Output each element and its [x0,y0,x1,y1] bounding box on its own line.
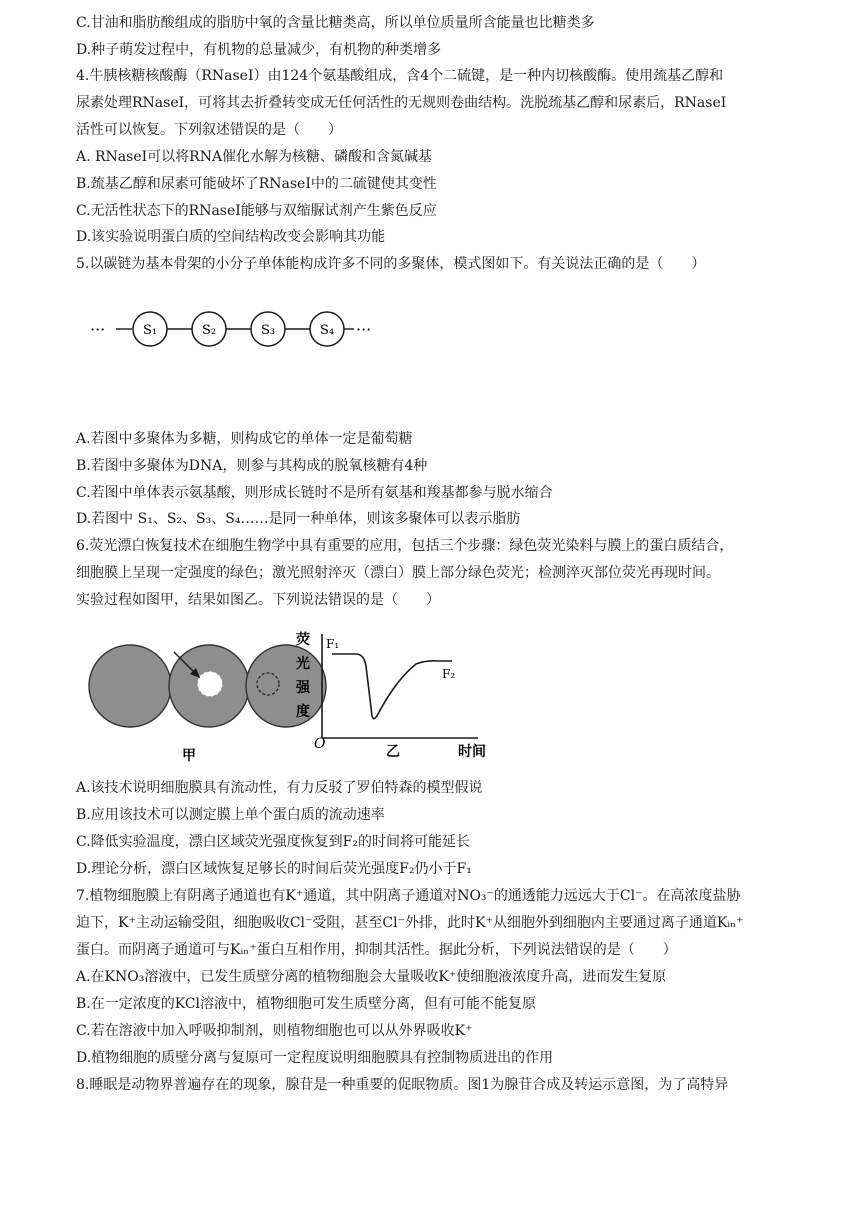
cell-recovered [246,645,326,727]
option-4d: D.该实验说明蛋白质的空间结构改变会影响其功能 [76,229,386,245]
f1-label: F₁ [326,637,340,651]
chain-suffix-dots: ··· [356,320,372,339]
line-1: D.种子萌发过程中，有机物的总量减少，有机物的种类增多 [76,42,442,58]
label-yi: 乙 [386,744,400,760]
xlabel: 时间 [458,744,486,760]
question-5-stem: 5.以碳链为基本骨架的小分子单体能构成许多不同的多聚体，模式图如下。有关说法正确的是（ ） [76,256,706,272]
ylabel-char-1: 荧 [296,632,310,648]
bleach-spot [198,672,222,696]
cell-before-bleach [89,645,171,727]
option-7b: B.在一定浓度的KCl溶液中，植物细胞可发生质壁分离，但有可能不能复原 [76,996,537,1012]
line-4: 活性可以恢复。下列叙述错误的是（ ） [76,122,342,138]
line-3: 尿素处理RNaseⅠ，可将其去折叠转变成无任何活性的无规则卷曲结构。洗脱巯基乙醇和尿素后，RNaseⅠ [76,95,727,111]
frap-figure [86,620,506,770]
monomer-s4: S₄ [319,323,335,338]
origin-label: O [314,736,326,752]
ylabel-char-4: 度 [296,704,310,720]
option-4c: C.无活性状态下的RNaseⅠ能够与双缩脲试剂产生紫色反应 [76,203,437,219]
option-5b: B.若图中多聚体为DNA，则参与其构成的脱氧核糖有4种 [76,458,428,474]
option-6a: A.该技术说明细胞膜具有流动性，有力反驳了罗伯特森的模型假说 [76,780,483,796]
fluorescence-curve [332,654,452,719]
option-5c: C.若图中单体表示氨基酸，则形成长链时不是所有氨基和羧基都参与脱水缩合 [76,485,553,501]
f2-label: F₂ [442,667,456,681]
option-4a: A. RNaseⅠ可以将RNA催化水解为核糖、磷酸和含氮碱基 [76,149,433,165]
label-jia: 甲 [182,748,196,764]
polymer-chain-diagram [88,305,388,355]
line-0: C.甘油和脂肪酸组成的脂肪中氧的含量比糖类高，所以单位质量所含能量也比糖类多 [76,15,595,31]
chain-prefix-dots: ··· [90,320,106,339]
ylabel-char-3: 强 [296,680,310,696]
option-6d: D.理论分析，漂白区域恢复足够长的时间后荧光强度F₂仍小于F₁ [76,861,472,877]
monomer-s2: S₂ [201,323,217,338]
monomer-s1: S₁ [142,323,158,338]
line-15: 细胞膜上呈现一定强度的绿色；激光照射淬灭（漂白）膜上部分绿色荧光；检测淬灭部位荧光再现时间。 [76,565,720,581]
option-5a: A.若图中多聚体为多糖，则构成它的单体一定是葡萄糖 [76,431,413,447]
option-7c: C.若在溶液中加入呼吸抑制剂，则植物细胞也可以从外界吸收K⁺ [76,1023,473,1039]
option-7d: D.植物细胞的质壁分离与复原可一定程度说明细胞膜具有控制物质进出的作用 [76,1050,554,1066]
question-8-stem: 8.睡眠是动物界普遍存在的现象，腺苷是一种重要的促眠物质。图1为腺苷合成及转运示意图，为了高特异 [76,1077,729,1093]
question-6-stem: 6.荧光漂白恢复技术在细胞生物学中具有重要的应用，包括三个步骤：绿色荧光染料与膜上的蛋白质结合， [76,538,734,554]
line-22: 迫下，K⁺主动运输受阻，细胞吸收Cl⁻受阻，甚至Cl⁻外排，此时K⁺从细胞外到细胞内主要通过离子通道Kᵢₙ⁺ [76,915,744,931]
option-4b: B.巯基乙醇和尿素可能破坏了RNaseⅠ中的二硫键使其变性 [76,176,437,192]
line-16: 实验过程如图甲，结果如图乙。下列说法错误的是（ ） [76,592,440,608]
monomer-s3: S₃ [260,323,276,338]
line-23: 蛋白。而阴离子通道可与Kᵢₙ⁺蛋白互相作用，抑制其活性。据此分析，下列说法错误的是（ ） [76,942,677,958]
question-7-stem: 7.植物细胞膜上有阴离子通道也有K⁺通道，其中阴离子通道对NO₃⁻的通透能力远远大于Cl⁻。在高浓度盐胁 [76,888,741,904]
option-7a: A.在KNO₃溶液中，已发生质壁分离的植物细胞会大量吸收K⁺使细胞液浓度升高，进而发生复原 [76,969,667,985]
option-6c: C.降低实验温度，漂白区域荧光强度恢复到F₂的时间将可能延长 [76,834,470,850]
option-5d: D.若图中 S₁、S₂、S₃、S₄……是同一种单体，则该多聚体可以表示脂肪 [76,511,521,527]
question-4-stem: 4.牛胰核糖核酸酶（RNaseⅠ）由124个氨基酸组成，含4个二硫键，是一种内切核酸酶。使用巯基乙醇和 [76,68,724,84]
ylabel-char-2: 光 [296,656,310,672]
option-6b: B.应用该技术可以测定膜上单个蛋白质的流动速率 [76,807,385,823]
